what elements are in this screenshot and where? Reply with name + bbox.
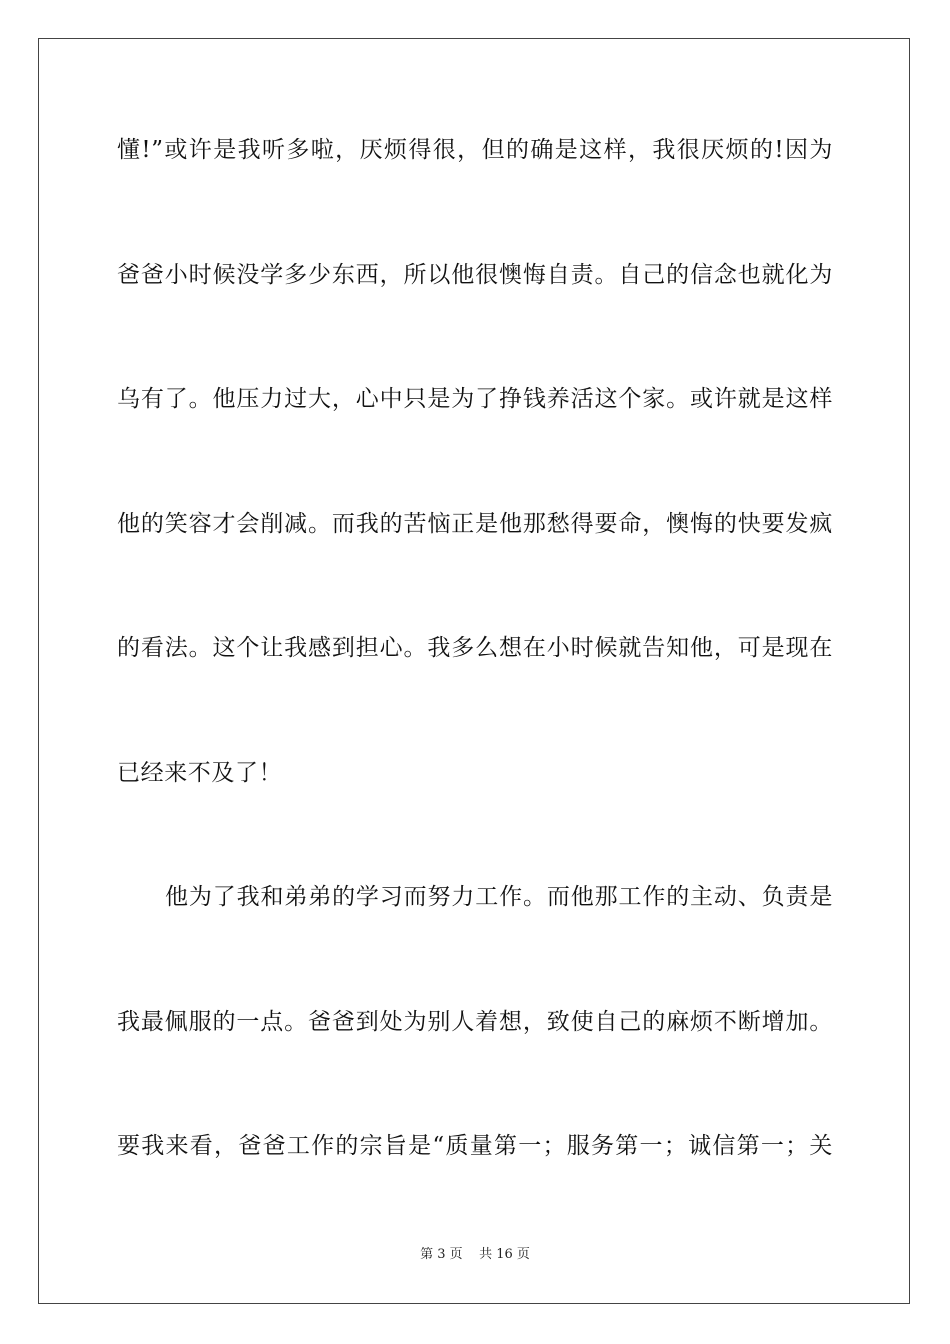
text-line: 我最佩服的一点。爸爸到处为别人着想，致使自己的麻烦不断增加。 — [117, 1009, 833, 1035]
text-line: 的看法。这个让我感到担心。我多么想在小时候就告知他，可是现在 — [117, 635, 833, 661]
text-line: 懂!”或许是我听多啦，厌烦得很，但的确是这样，我很厌烦的!因为 — [117, 137, 833, 163]
text-line: 爸爸小时候没学多少东西，所以他很懊悔自责。自己的信念也就化为 — [117, 262, 833, 288]
page-border — [38, 38, 910, 1304]
text-line: 乌有了。他压力过大，心中只是为了挣钱养活这个家。或许就是这样 — [117, 386, 833, 412]
text-line: 已经来不及了！ — [117, 760, 283, 786]
text-line: 他为了我和弟弟的学习而努力工作。而他那工作的主动、负责是 — [165, 884, 833, 910]
page-number-footer: 第 3 页 共 16 页 — [420, 1247, 530, 1262]
text-line: 要我来看，爸爸工作的宗旨是“质量第一；服务第一；诚信第一；关 — [117, 1133, 833, 1159]
text-line: 他的笑容才会削减。而我的苦恼正是他那愁得要命，懊悔的快要发疯 — [117, 511, 833, 537]
